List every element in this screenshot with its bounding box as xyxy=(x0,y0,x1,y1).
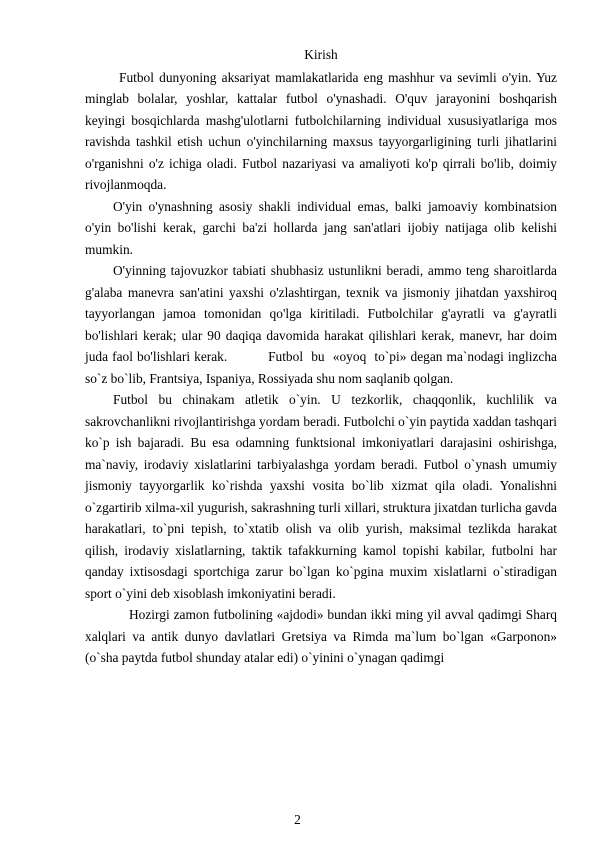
paragraph-intro: Futbol dunyoning aksariyat mamlakatlarida eng mashhur va sevimli o'yin. Yuz minglab bolalar, yoshlar, kattalar futbol o'ynashadi. O'quv jarayonini boshqarish keyingi bosqichlarda mashg'ulotlarni futbolchilarning individual xususiyatlariga mos ravishda tashkil etish uchun o'yinchilarning maxsus tayyorgarligining turli jihatlarini o'rganishni o'z ichiga oladi. Futbol nazariyasi va amaliyoti ko'p qirrali bo'lib, doimiy rivojlanmoqda. xyxy=(85,69,557,192)
paragraph-history: Hozirgi zamon futbolining «ajdodi» bundan ikki ming yil avval qadimgi Sharq xalqlari va antik dunyo davlatlari Gretsiya va Rimda ma`lum bo`lgan «Garponon» (o`sha paytda futbol shunday atalar edi) o`yinini o`ynagan qadimgi xyxy=(85,607,557,665)
paragraph-athletic-game: Futbol bu chinakam atletik o`yin. U tezkorlik, chaqqonlik, kuchlilik va sakrovchanlikni rivojlantirishga yordam beradi. Futbolchi o`yin paytida xaddan tashqari ko`p ish bajaradi. Bu esa odamning funktsional imkoniyatlari darajasini oshirishga, ma`naviy, irodaviy xislatlarini tarbiyalashga yordam beradi. Futbol o`ynash umumiy jismoniy tayyorgarlik ko`rishda yaxshi vosita bo`lib xizmat qila oladi. Yonalishni o`zgartirib xilma-xil yugurish, sakrashning turli xillari, struktura jixatdan turlicha gavda harakatlari, to`pni tepish, to`xtatib olish va olib yurish, maksimal tezlikda harakat qilish, irodaviy xislatlarning, taktik tafakkurning kamol topishi kabilar, futbolni har qanday ixtisosdagi sportchiga zarur bo`lgan ko`pgina muxim xislatlarni o`stiradigan sport o`yini deb xisoblash imkoniyatini beradi. xyxy=(85,392,557,601)
paragraph-offensive-nature: O'yinning tajovuzkor tabiati shubhasiz ustunlikni beradi, ammo teng sharoitlarda g'alaba manevra san'atini yaxshi o'zlashtirgan, texnik va jismoniy jihatdan yaxshiroq tayyorlangan jamoa tomonidan qo'lga kiritiladi. Futbolchilar g'ayratli va g'ayratli bo'lishlari kerak; ular 90 daqiqa davomida harakat qilishlari kerak, manevr, har doim juda faol bo'lishlari kerak. Futbol bu «oyoq to`pi» degan ma`nodagi inglizcha so`z bo`lib, Frantsiya, Ispaniya, Rossiyada shu nom saqlanib qolgan. xyxy=(85,263,561,386)
page-number: 2 xyxy=(294,812,301,827)
page-title: Kirish xyxy=(304,47,338,62)
document-body xyxy=(85,44,561,669)
paragraph-team-play: O'yin o'ynashning asosiy shakli individual emas, balki jamoaviy kombinatsion o'yin bo'lishi kerak, garchi ba'zi hollarda jang san'atlari ijobiy natijaga olib kelishi mumkin. xyxy=(85,198,557,257)
